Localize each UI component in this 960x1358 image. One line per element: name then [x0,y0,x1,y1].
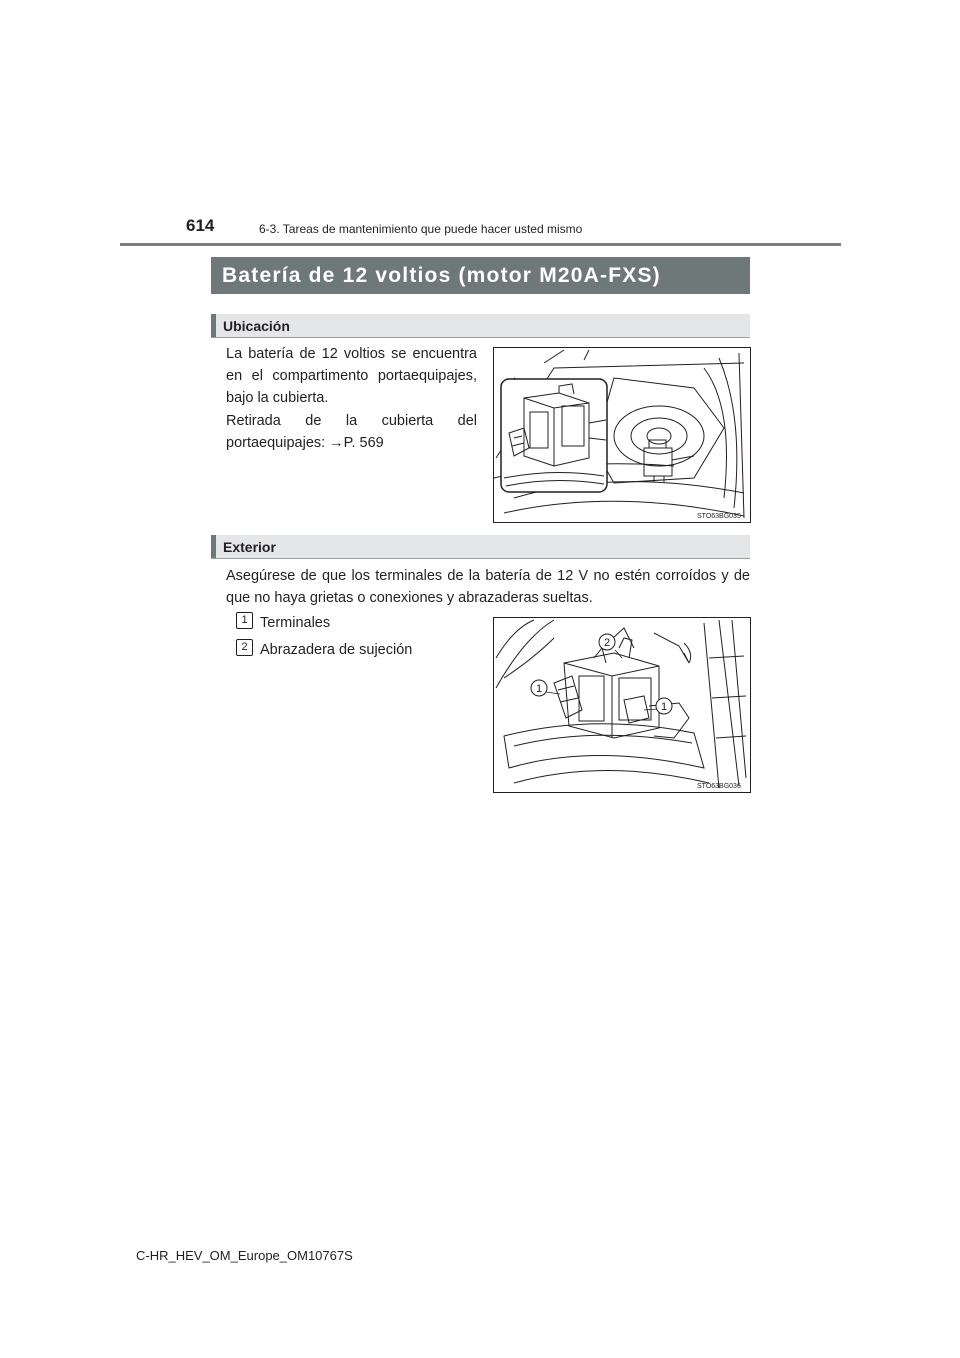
item-number-2: 2 [236,639,253,656]
figure-code-location: STO63BG035 [697,513,741,520]
callout-terminal-left: 1 [535,683,543,695]
item-label-terminals: Terminales [260,615,331,631]
subheading-exterior: Exterior [211,535,750,559]
section-breadcrumb: 6-3. Tareas de mantenimiento que puede hacer usted mismo [259,222,583,236]
page-number: 614 [186,216,215,235]
location-cover-reference: Retirada de la cubierta del portaequipajes: →P. 569 [226,413,477,451]
figure-code-exterior: STO63BG036 [697,783,741,790]
location-paragraph: La batería de 12 voltios se encuentra en el compartimento portaequipajes, bajo la cubierta. [226,346,477,406]
callout-terminal-right: 1 [660,701,668,713]
battery-exterior-figure [493,617,751,793]
battery-location-figure [493,347,751,523]
battery-terminals-illustration [494,618,750,792]
header-divider [120,243,841,246]
trunk-battery-illustration [494,348,750,522]
callout-clamp: 2 [603,637,611,649]
page-title: Batería de 12 voltios (motor M20A-FXS) [211,257,750,294]
subheading-location: Ubicación [211,314,750,338]
document-footer: C-HR_HEV_OM_Europe_OM10767S [136,1248,353,1263]
item-number-1: 1 [236,612,253,629]
item-label-clamp: Abrazadera de sujeción [260,642,413,658]
exterior-paragraph: Asegúrese de que los terminales de la batería de 12 V no estén corroídos y de que no haya grietas o conexiones y abrazaderas sueltas. [226,568,750,606]
